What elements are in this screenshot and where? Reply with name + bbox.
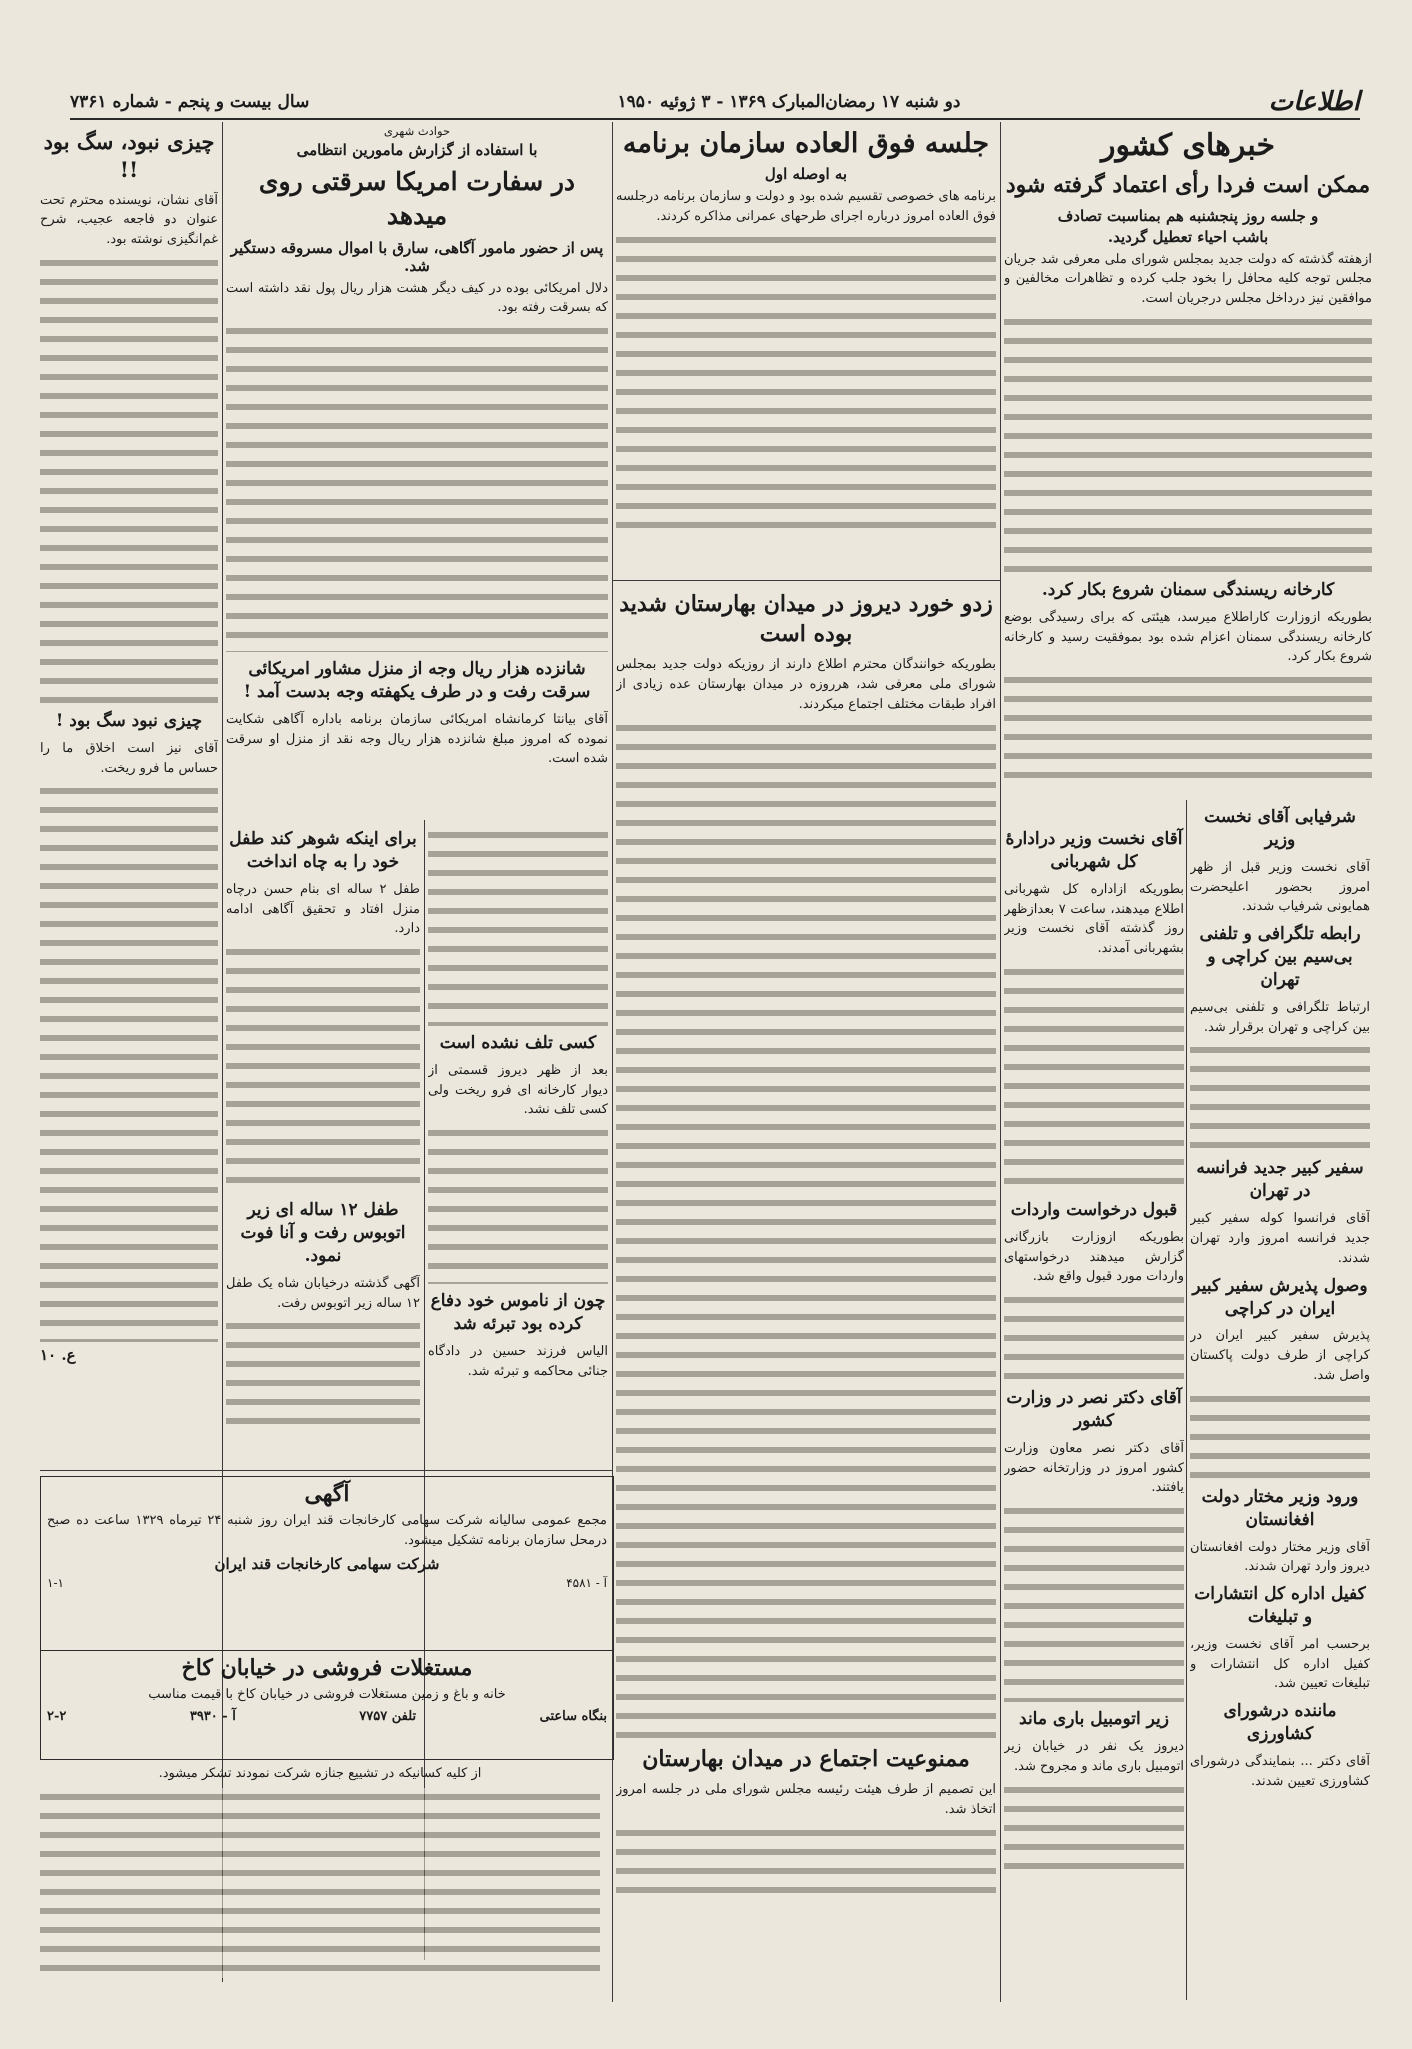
story-paragraph: آقای بیانتا کرمانشاه امریکائی سازمان برنامه باداره آگاهی شکایت نموده که امروز مبلغ شانزده هزار ریال وجه نقد از منزل او سرقت شده است. bbox=[226, 711, 608, 767]
column-baharestan-clash bbox=[616, 584, 996, 2002]
body-text-block bbox=[1004, 1502, 1184, 1702]
story-paragraph: بطوریکه خوانندگان محترم اطلاع دارند از روزیکه دولت جدید بمجلس شورای ملی معرفی شد، هرروزه در میدان بهارستان عده زیادی از افراد طبقات مختلف اجتماع میکردند. bbox=[616, 657, 996, 712]
section-kicker: حوادث شهری bbox=[383, 124, 451, 138]
story-paragraph: بطوریکه ازوزارت بازرگانی گزارش میدهند درخواستهای واردات مورد قبول واقع شد. bbox=[1004, 1229, 1184, 1285]
brief-text: پذیرش سفیر کبیر ایران در کراچی از طرف دولت پاکستان واصل شد. bbox=[1190, 1328, 1370, 1383]
story-headline: کسی تلف نشده است bbox=[439, 1033, 597, 1053]
thanks-notice: از کلیه کسانیکه در تشییع جنازه شرکت نمودند تشکر میشود. bbox=[158, 1766, 482, 1781]
lead-paragraph: ازهفته گذشته که دولت جدید بمجلس شورای ملی معرفی شد جریان مجلس توجه کلیه محافل را بخود جلب کرده و تظاهرات مخالفین و موافقین نیز درداخل مجلس درجریان است. bbox=[1004, 251, 1372, 307]
story-paragraph: آقای نیز است اخلاق ما را حساس ما فرو ریخت. bbox=[40, 740, 218, 776]
ad-title: آگهی bbox=[304, 1481, 350, 1507]
column-rule bbox=[1000, 122, 1001, 2002]
ad-ref: ۲-۲ bbox=[47, 1708, 67, 1724]
body-text-block bbox=[616, 231, 996, 531]
story-headline: برای اینکه شوهر کند طفل خود را به چاه انداخت bbox=[229, 829, 417, 872]
subheadline: با استفاده از گزارش مامورین انتظامی bbox=[296, 141, 538, 159]
headline: ممکن است فردا رأی اعتماد گرفته شود bbox=[1005, 172, 1371, 198]
subheadline: باشب احیاء تعطیل گردید. bbox=[1107, 227, 1269, 246]
body-text-block bbox=[40, 254, 218, 704]
ad-sale bbox=[40, 1650, 614, 1760]
story-paragraph: بطوریکه ازوزارت کاراطلاع میرسد، هیئتی که برای رسیدگی بوضع کارخانه ریسندگی سمنان اعزام شده بود بموفقیت رسید و کارخانه شروع بکار کرد. bbox=[1004, 609, 1372, 665]
brief-headline: ورود وزیر مختار دولت افغانستان bbox=[1201, 1486, 1359, 1530]
headline: جلسه فوق العاده سازمان برنامه bbox=[622, 128, 990, 159]
story-headline: زدو خورد دیروز در میدان بهارستان شدید بوده است bbox=[619, 591, 993, 647]
column-briefs bbox=[1190, 800, 1370, 2000]
lead-paragraph: برنامه های خصوصی تقسیم شده بود و دولت و سازمان برنامه درجلسه فوق العاده امروز درباره اجرای طرحهای عمرانی مذاکره کردند. bbox=[616, 189, 996, 224]
brief-text: برحسب امر آقای نخست وزیر، کفیل اداره کل انتشارات و تبلیغات تعیین شد. bbox=[1190, 1636, 1370, 1692]
column-city-incidents bbox=[226, 122, 608, 822]
brief-headline: وصول پذیرش سفیر کبیر ایران در کراچی bbox=[1192, 1275, 1368, 1319]
story-headline: چیزی نبود سگ بود ! bbox=[55, 710, 203, 731]
body-text-block bbox=[226, 1317, 420, 1437]
column-national-news bbox=[1004, 122, 1372, 822]
body-text-block bbox=[428, 1124, 608, 1284]
lead-paragraph: دلال امریکائی بوده در کیف دیگر هشت هزار ریال پول نقد داشته است که بسرقت رفته بود. bbox=[226, 280, 608, 316]
ad-text: خانه و باغ و زمین مستغلات فروشی در خیابان کاخ با قیمت مناسب bbox=[148, 1687, 506, 1702]
brief-text: آقای نخست وزیر قبل از ظهر امروز بحضور اعلیحضرت همایونی شرفیاب شدند. bbox=[1190, 859, 1370, 915]
ad-refs bbox=[47, 1576, 607, 1590]
brief-headline: سفیر کبیر جدید فرانسه در تهران bbox=[1196, 1158, 1364, 1202]
story-paragraph: طفل ۲ ساله ای بنام حسن درچاه منزل افتاد و تحقیق آگاهی ادامه دارد. bbox=[226, 881, 420, 937]
ad-phone: تلفن ۷۷۵۷ bbox=[359, 1708, 417, 1724]
body-text-block bbox=[40, 782, 218, 1342]
section-rule bbox=[612, 580, 1000, 581]
lead-paragraph: آقای نشان، نویسنده محترم تحت عنوان دو فاجعه عجیب، شرح غم‌انگیزی نوشته بود. bbox=[40, 192, 218, 248]
ad-title: مستغلات فروشی در خیابان کاخ bbox=[181, 1655, 473, 1681]
story-headline: ممنوعیت اجتماع در میدان بهارستان bbox=[642, 1745, 970, 1772]
ad-agency: بنگاه ساعتی bbox=[539, 1708, 607, 1724]
ad-company: شرکت سهامی کارخانجات قند ایران bbox=[214, 1554, 440, 1573]
body-text-block bbox=[1004, 1291, 1184, 1381]
story-headline: چون از ناموس خود دفاع کرده بود تبرئه شد bbox=[430, 1291, 606, 1335]
ad-notice bbox=[40, 1476, 614, 1651]
ad-contact bbox=[47, 1709, 607, 1724]
headline: چیزی نبود، سگ بود !! bbox=[43, 129, 215, 183]
column-rule bbox=[1186, 800, 1187, 2000]
story-headline: شانزده هزار ریال وجه از منزل مشاور امریکائی سرقت رفت و در طرف یکهفته وجه بدست آمد ! bbox=[243, 659, 591, 702]
body-text-block bbox=[616, 1824, 996, 1904]
brief-headline: شرفیابی آقای نخست وزیر bbox=[1204, 807, 1356, 850]
story-headline: آقای نخست وزیر درادارهٔ کل شهربانی bbox=[1005, 829, 1183, 872]
body-text-block bbox=[428, 826, 608, 1026]
body-text-block bbox=[40, 1788, 600, 1978]
column-city-incidents-right bbox=[428, 822, 608, 1462]
story-paragraph: آگهی گذشته درخیابان شاه یک طفل ۱۲ ساله زیر اتوبوس رفت. bbox=[226, 1275, 420, 1311]
brief-headline: کفیل اداره کل انتشارات و تبلیغات bbox=[1194, 1584, 1366, 1627]
story-paragraph: بطوریکه ازاداره کل شهربانی اطلاع میدهند، ساعت ۷ بعدازظهر روز گذشته آقای نخست وزیر بشهربانی آمدند. bbox=[1004, 881, 1184, 957]
story-paragraph: الیاس فرزند حسین در دادگاه جنائی محاکمه و تبرئه شد. bbox=[428, 1344, 608, 1379]
bottom-left-filler bbox=[40, 1760, 600, 2000]
body-text-block bbox=[1190, 1041, 1370, 1151]
story-headline: آقای دکتر نصر در وزارت کشور bbox=[1006, 1388, 1182, 1431]
ad-text: مجمع عمومی سالیانه شرکت سهامی کارخانجات قند ایران روز شنبه ۲۴ تیرماه ۱۳۲۹ ساعت ده صبح درمحل سازمان برنامه تشکیل میشود. bbox=[47, 1513, 607, 1548]
story-headline: قبول درخواست واردات bbox=[1010, 1199, 1178, 1220]
date-line: دو شنبه ۱۷ رمضان‌المبارک ۱۳۶۹ - ۳ ژوئیه ۱۹۵۰ bbox=[617, 92, 961, 112]
paper-name: اطلاعات bbox=[1268, 87, 1360, 117]
brief-headline: ماننده درشورای کشاورزی bbox=[1223, 1701, 1337, 1745]
brief-text: آقای وزیر مختار دولت افغانستان دیروز وارد تهران شدند. bbox=[1190, 1539, 1370, 1575]
subheadline: پس از حضور مامور آگاهی، سارق با اموال مسروقه دستگیر شد. bbox=[230, 238, 604, 275]
column-opinion bbox=[40, 122, 218, 1462]
story-paragraph: دیروز یک نفر در خیابان زیر اتومبیل باری ماند و مجروح شد. bbox=[1004, 1739, 1184, 1774]
brief-text: آقای دکتر ... بنمایندگی درشورای کشاورزی تعیین شدند. bbox=[1190, 1754, 1370, 1789]
body-text-block bbox=[1004, 313, 1372, 573]
body-text-block bbox=[1004, 1781, 1184, 1871]
section-title: خبرهای کشور bbox=[1100, 128, 1276, 163]
story-headline: کارخانه ریسندگی سمنان شروع بکار کرد. bbox=[1041, 579, 1335, 600]
body-text-block bbox=[226, 943, 420, 1193]
subheadline: و جلسه روز پنجشنبه هم بمناسبت تصادف bbox=[1057, 206, 1319, 225]
brief-text: آقای فرانسوا کوله سفیر کبیر جدید فرانسه امروز وارد تهران شدند. bbox=[1190, 1211, 1370, 1266]
brief-text: ارتباط تلگرافی و تلفنی بی‌سیم بین کراچی و تهران برقرار شد. bbox=[1190, 999, 1370, 1035]
volume-line: سال بیست و پنجم - شماره ۷۳۶۱ bbox=[70, 92, 310, 112]
story-paragraph: این تصمیم از طرف هیئت رئیسه مجلس شورای ملی در جلسه امروز اتخاذ شد. bbox=[616, 1782, 996, 1818]
column-national-news-lower bbox=[1004, 822, 1184, 2002]
body-text-block bbox=[226, 322, 608, 652]
signature: ع. ۱۰ bbox=[40, 1346, 76, 1365]
ad-ref: آ - ۴۵۸۱ bbox=[566, 1575, 607, 1590]
body-text-block bbox=[1190, 1390, 1370, 1480]
ad-ref: آ - ۳۹۳۰ bbox=[189, 1708, 236, 1724]
subheadline: به اوصله اول bbox=[764, 165, 848, 184]
story-paragraph: بعد از ظهر دیروز قسمتی از دیوار کارخانه ای فرو ریخت ولی کسی تلف نشد. bbox=[428, 1062, 608, 1118]
ad-ref: ۱-۱ bbox=[47, 1575, 64, 1590]
column-program-organization bbox=[616, 122, 996, 578]
body-text-block bbox=[1004, 963, 1184, 1193]
headline: در سفارت امریکا سرقتی روی میدهد bbox=[258, 167, 576, 230]
body-text-block bbox=[616, 719, 996, 1739]
body-text-block bbox=[1004, 671, 1372, 781]
story-headline: طفل ۱۲ ساله ای زیر اتوبوس رفت و آنا فوت نمود. bbox=[240, 1200, 406, 1266]
story-headline: زیر اتومبیل باری ماند bbox=[1019, 1709, 1169, 1730]
brief-headline: رابطه تلگرافی و تلفنی بی‌سیم بین کراچی و تهران bbox=[1199, 924, 1361, 990]
section-rule bbox=[40, 1470, 612, 1471]
story-paragraph: آقای دکتر نصر معاون وزارت کشور امروز در وزارتخانه حضور یافتند. bbox=[1004, 1440, 1184, 1496]
masthead bbox=[70, 86, 1360, 120]
column-city-incidents-left bbox=[226, 822, 420, 1462]
